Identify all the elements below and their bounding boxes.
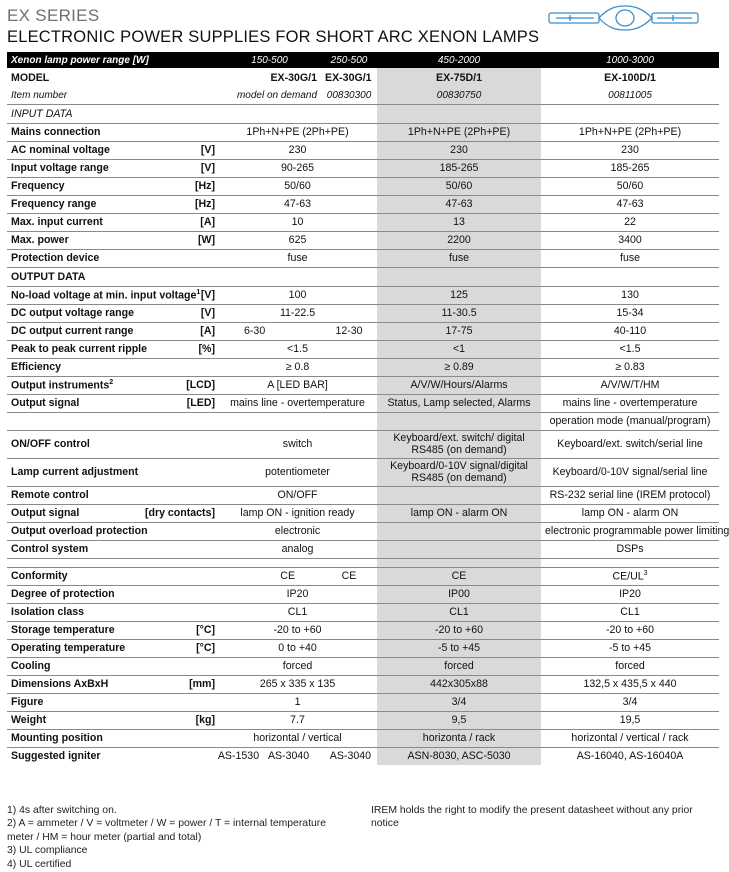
spec-row bbox=[7, 141, 719, 159]
xenon-lamp-icon bbox=[548, 4, 700, 32]
general-rows bbox=[7, 585, 719, 747]
value-ex30g: analog bbox=[218, 540, 377, 558]
row-unit: [Hz] bbox=[171, 177, 218, 195]
model-label: MODEL bbox=[11, 71, 50, 84]
value-ex30g: switch bbox=[218, 430, 377, 458]
value-ex75d bbox=[377, 486, 541, 504]
value-ex30g: CL1 bbox=[218, 603, 377, 621]
value-ex30g-a: CE bbox=[218, 567, 321, 585]
section-label: OUTPUT DATA bbox=[7, 267, 377, 286]
value-ex75d: 9,5 bbox=[377, 711, 541, 729]
value-ex75d: ≥ 0.89 bbox=[377, 358, 541, 376]
value-ex75d: 230 bbox=[377, 141, 541, 159]
value-ex100d: 1Ph+N+PE (2Ph+PE) bbox=[541, 123, 719, 141]
row-label: Peak to peak current ripple bbox=[7, 340, 171, 358]
row-unit: [W] bbox=[171, 231, 218, 249]
section-label: INPUT DATA bbox=[7, 104, 377, 123]
spec-row bbox=[7, 675, 719, 693]
row-unit: [A] bbox=[171, 322, 218, 340]
row-label: No-load voltage at min. input voltage$^1$ bbox=[7, 286, 171, 304]
model-ex30g-a: EX-30G/1 bbox=[270, 71, 318, 84]
row-unit: [LCD] bbox=[171, 376, 218, 394]
output-section-header bbox=[7, 267, 719, 286]
spec-row bbox=[7, 195, 719, 213]
row-unit bbox=[171, 729, 218, 747]
model-ex75d: EX-75D/1 bbox=[377, 68, 541, 87]
row-unit: [V] bbox=[171, 159, 218, 177]
row-label: Remote control bbox=[7, 486, 171, 504]
value-ex75d: ASN-8030, ASC-5030 bbox=[377, 747, 541, 765]
value-ex30g: electronic bbox=[218, 522, 377, 540]
value-ex75d: 47-63 bbox=[377, 195, 541, 213]
model-ex100d: EX-100D/1 bbox=[604, 71, 656, 84]
value-ex30g: 7.7 bbox=[218, 711, 377, 729]
value-ex75d: 125 bbox=[377, 286, 541, 304]
spec-row bbox=[7, 585, 719, 603]
row-unit: [V] bbox=[171, 286, 218, 304]
item-ex100d: 00811005 bbox=[608, 89, 652, 101]
range-ex75d: 450-2000 bbox=[377, 52, 541, 68]
spec-row-instruments bbox=[7, 376, 719, 394]
value-ex100d: operation mode (manual/program) bbox=[541, 412, 719, 430]
value-ex30g: 625 bbox=[218, 231, 377, 249]
value-ex100d: lamp ON - alarm ON bbox=[541, 504, 719, 522]
row-unit: [A] bbox=[171, 213, 218, 231]
row-label: ON/OFF control bbox=[7, 430, 171, 458]
value-ex30g: ≥ 0.8 bbox=[218, 358, 377, 376]
value-ex75d: -5 to +45 bbox=[377, 639, 541, 657]
input-rows bbox=[7, 123, 719, 267]
value-ex100d: 3400 bbox=[541, 231, 719, 249]
row-label: Protection device bbox=[7, 249, 171, 267]
row-label: Mains connection bbox=[7, 123, 171, 141]
spec-row-lamp-adjust bbox=[7, 458, 719, 486]
row-label: Output instruments$^2$ bbox=[7, 376, 171, 394]
item-ex75d: 00830750 bbox=[377, 87, 541, 104]
value-ex75d: forced bbox=[377, 657, 541, 675]
spec-row-onoff bbox=[7, 430, 719, 458]
value-ex30g: 11-22.5 bbox=[218, 304, 377, 322]
value-ex100d: IP20 bbox=[541, 585, 719, 603]
value-ex100d: ≥ 0.83 bbox=[541, 358, 719, 376]
row-unit: [°C] bbox=[171, 639, 218, 657]
value-ex30g: 0 to +40 bbox=[218, 639, 377, 657]
value-ex30g: 90-265 bbox=[218, 159, 377, 177]
power-range-row bbox=[7, 52, 719, 68]
row-label: Max. input current bbox=[7, 213, 171, 231]
row-label: Frequency bbox=[7, 177, 171, 195]
row-unit: [°C] bbox=[171, 621, 218, 639]
row-label: Dimensions AxBxH bbox=[7, 675, 171, 693]
value-ex100d: mains line - overtemperature bbox=[541, 394, 719, 412]
value-ex30g: lamp ON - ignition ready bbox=[218, 504, 377, 522]
value-ex30g: horizontal / vertical bbox=[218, 729, 377, 747]
value-ex75d bbox=[377, 522, 541, 540]
value-ex30g: 265 x 335 x 135 bbox=[218, 675, 377, 693]
value-ex100d: 185-265 bbox=[541, 159, 719, 177]
value-ex30g: 10 bbox=[218, 213, 377, 231]
row-label: Lamp current adjustment bbox=[7, 458, 171, 486]
value-ex75d: 17-75 bbox=[377, 322, 541, 340]
spec-row-igniter bbox=[7, 747, 719, 765]
spec-row-output-signal-dry bbox=[7, 504, 719, 522]
row-unit: [%] bbox=[171, 340, 218, 358]
value-ex100d: electronic programmable power limiting bbox=[541, 522, 719, 540]
value-ex30g: AS-1530 AS-3040 AS-3040 bbox=[171, 747, 377, 765]
spec-row bbox=[7, 621, 719, 639]
spec-row bbox=[7, 249, 719, 267]
spec-row bbox=[7, 693, 719, 711]
row-label: Suggested igniter bbox=[7, 747, 171, 765]
disclaimer: IREM holds the right to modify the present datasheet without any prior notice bbox=[371, 805, 693, 830]
spec-row-output-signal-led-2 bbox=[7, 412, 719, 430]
model-row bbox=[7, 68, 719, 87]
item-ex30g-b: 00830300 bbox=[326, 89, 372, 101]
row-unit bbox=[171, 603, 218, 621]
value-ex75d: CL1 bbox=[377, 603, 541, 621]
spec-row-efficiency bbox=[7, 358, 719, 376]
row-unit bbox=[171, 249, 218, 267]
value-ex100d: RS-232 serial line (IREM protocol) bbox=[541, 486, 719, 504]
value-ex30g: 230 bbox=[218, 141, 377, 159]
value-ex75d: lamp ON - alarm ON bbox=[377, 504, 541, 522]
model-ex30g-b: EX-30G/1 bbox=[325, 71, 372, 84]
row-unit: [V] bbox=[171, 304, 218, 322]
row-unit bbox=[171, 358, 218, 376]
range-ex30g-b: 250-500 bbox=[321, 52, 377, 68]
value-ex100d: 22 bbox=[541, 213, 719, 231]
spec-row bbox=[7, 159, 719, 177]
spec-row-conformity bbox=[7, 567, 719, 585]
row-unit: [Hz] bbox=[171, 195, 218, 213]
value-ex100d: <1.5 bbox=[541, 340, 719, 358]
row-unit bbox=[171, 657, 218, 675]
row-label: AC nominal voltage bbox=[7, 141, 171, 159]
row-unit bbox=[171, 123, 218, 141]
spec-row-overload bbox=[7, 522, 719, 540]
value-ex100d: CL1 bbox=[541, 603, 719, 621]
row-label: DC output current range bbox=[7, 322, 171, 340]
value-ex75d: 3/4 bbox=[377, 693, 541, 711]
spec-row-dc-current bbox=[7, 322, 719, 340]
row-label: Operating temperature bbox=[7, 639, 171, 657]
value-ex30g: A [LED BAR] bbox=[218, 376, 377, 394]
item-label: Item number bbox=[11, 89, 68, 101]
row-label: Efficiency bbox=[7, 358, 171, 376]
value-ex75d: <1 bbox=[377, 340, 541, 358]
spec-row bbox=[7, 123, 719, 141]
footnote: 1) 4s after switching on. bbox=[7, 805, 117, 816]
spec-row bbox=[7, 231, 719, 249]
row-label: Output signal bbox=[7, 504, 171, 522]
spec-row-output-signal-led bbox=[7, 394, 719, 412]
value-ex75d: Keyboard/0-10V signal/digital RS485 (on demand) bbox=[377, 458, 541, 486]
value-ex100d: 130 bbox=[541, 286, 719, 304]
value-ex30g-b: CE bbox=[321, 567, 377, 585]
row-label: Output signal bbox=[7, 394, 171, 412]
row-label: Weight bbox=[7, 711, 171, 729]
row-unit: [dry contacts] bbox=[171, 504, 218, 522]
value-ex100d: 40-110 bbox=[541, 322, 719, 340]
row-label: Isolation class bbox=[7, 603, 171, 621]
footnote: 4) UL certified bbox=[7, 858, 72, 870]
spec-row-dc-voltage bbox=[7, 304, 719, 322]
value-ex75d: horizonta / rack bbox=[377, 729, 541, 747]
page-title: ELECTRONIC POWER SUPPLIES FOR SHORT ARC XENON LAMPS bbox=[7, 28, 540, 46]
value-ex100d: 47-63 bbox=[541, 195, 719, 213]
value-ex30g: fuse bbox=[218, 249, 377, 267]
value-ex100d: fuse bbox=[541, 249, 719, 267]
row-unit bbox=[171, 693, 218, 711]
row-unit bbox=[171, 585, 218, 603]
spec-row bbox=[7, 177, 719, 195]
item-number-row bbox=[7, 87, 719, 104]
spec-row-control-system bbox=[7, 540, 719, 558]
value-ex75d bbox=[377, 540, 541, 558]
value-ex100d: A/V/W/T/HM bbox=[541, 376, 719, 394]
value-ex100d: horizontal / vertical / rack bbox=[541, 729, 719, 747]
row-label: Frequency range bbox=[7, 195, 171, 213]
footnote: 2) A = ammeter / V = voltmeter / W = power / T = internal temperature meter / HM = hour meter (partial and total) bbox=[7, 818, 326, 843]
row-label: Storage temperature bbox=[7, 621, 171, 639]
value-ex75d: 2200 bbox=[377, 231, 541, 249]
value-ex30g: forced bbox=[218, 657, 377, 675]
value-ex75d: A/V/W/Hours/Alarms bbox=[377, 376, 541, 394]
value-ex100d: Keyboard/ext. switch/serial line bbox=[541, 430, 719, 458]
spec-row bbox=[7, 603, 719, 621]
value-ex30g: potentiometer bbox=[218, 458, 377, 486]
value-ex75d: 11-30.5 bbox=[377, 304, 541, 322]
row-unit: [V] bbox=[171, 141, 218, 159]
value-ex75d: IP00 bbox=[377, 585, 541, 603]
value-ex100d: Keyboard/0-10V signal/serial line bbox=[541, 458, 719, 486]
value-ex100d: -5 to +45 bbox=[541, 639, 719, 657]
value-ex75d: 50/60 bbox=[377, 177, 541, 195]
row-label: Cooling bbox=[7, 657, 171, 675]
value-ex30g-b: 12-30 bbox=[321, 322, 377, 340]
row-label: Conformity bbox=[7, 567, 171, 585]
value-ex100d: -20 to +60 bbox=[541, 621, 719, 639]
row-label: Figure bbox=[7, 693, 171, 711]
item-ex30g-a: model on demand bbox=[236, 89, 318, 101]
value-ex100d: DSPs bbox=[541, 540, 719, 558]
spec-row bbox=[7, 711, 719, 729]
value-ex75d: fuse bbox=[377, 249, 541, 267]
value-ex100d: 3/4 bbox=[541, 693, 719, 711]
value-ex30g: 50/60 bbox=[218, 177, 377, 195]
value-ex30g: ON/OFF bbox=[218, 486, 377, 504]
value-ex75d: -20 to +60 bbox=[377, 621, 541, 639]
input-section-header bbox=[7, 104, 719, 123]
value-ex30g: <1.5 bbox=[218, 340, 377, 358]
spec-table bbox=[7, 52, 729, 765]
value-ex75d: 13 bbox=[377, 213, 541, 231]
row-label: DC output voltage range bbox=[7, 304, 171, 322]
spec-row bbox=[7, 729, 719, 747]
value-ex100d: 132,5 x 435,5 x 440 bbox=[541, 675, 719, 693]
spec-row-remote bbox=[7, 486, 719, 504]
value-ex100d: 230 bbox=[541, 141, 719, 159]
value-ex30g: 1Ph+N+PE (2Ph+PE) bbox=[218, 123, 377, 141]
spec-row bbox=[7, 639, 719, 657]
row-unit: [LED] bbox=[171, 394, 218, 412]
value-ex100d: AS-16040, AS-16040A bbox=[541, 747, 719, 765]
value-ex75d: 185-265 bbox=[377, 159, 541, 177]
value-ex75d: 1Ph+N+PE (2Ph+PE) bbox=[377, 123, 541, 141]
value-ex100d: $CE/UL^3$ bbox=[541, 567, 719, 585]
spec-row-noload bbox=[7, 286, 719, 304]
spacer-row bbox=[7, 558, 719, 567]
value-ex100d: 15-34 bbox=[541, 304, 719, 322]
value-ex100d: 50/60 bbox=[541, 177, 719, 195]
range-ex30g-a: 150-500 bbox=[218, 52, 321, 68]
row-unit: [mm] bbox=[171, 675, 218, 693]
row-label: Input voltage range bbox=[7, 159, 171, 177]
footnotes bbox=[7, 804, 347, 871]
row-unit: [kg] bbox=[171, 711, 218, 729]
value-ex100d: 19,5 bbox=[541, 711, 719, 729]
row-label: Max. power bbox=[7, 231, 171, 249]
range-label: Xenon lamp power range [W] bbox=[7, 52, 218, 68]
footnote: 3) UL compliance bbox=[7, 845, 88, 857]
value-ex30g: 47-63 bbox=[218, 195, 377, 213]
value-ex30g: -20 to +60 bbox=[218, 621, 377, 639]
value-ex30g: 1 bbox=[218, 693, 377, 711]
spec-row bbox=[7, 213, 719, 231]
spec-row-ripple bbox=[7, 340, 719, 358]
series-title: EX SERIES bbox=[7, 6, 100, 25]
value-ex75d: Keyboard/ext. switch/ digital RS485 (on demand) bbox=[377, 430, 541, 458]
value-ex30g: IP20 bbox=[218, 585, 377, 603]
value-ex30g: mains line - overtemperature bbox=[218, 394, 377, 412]
value-ex75d: 442x305x88 bbox=[377, 675, 541, 693]
range-ex100d: 1000-3000 bbox=[541, 52, 719, 68]
value-ex30g-a: 6-30 bbox=[218, 322, 321, 340]
value-ex30g: 100 bbox=[218, 286, 377, 304]
row-label: Mounting position bbox=[7, 729, 171, 747]
value-ex100d: forced bbox=[541, 657, 719, 675]
row-label: Output overload protection bbox=[7, 522, 171, 540]
row-label: Degree of protection bbox=[7, 585, 171, 603]
spec-row bbox=[7, 657, 719, 675]
row-label: Control system bbox=[7, 540, 171, 558]
value-ex75d: CE bbox=[377, 567, 541, 585]
value-ex75d: Status, Lamp selected, Alarms bbox=[377, 394, 541, 412]
